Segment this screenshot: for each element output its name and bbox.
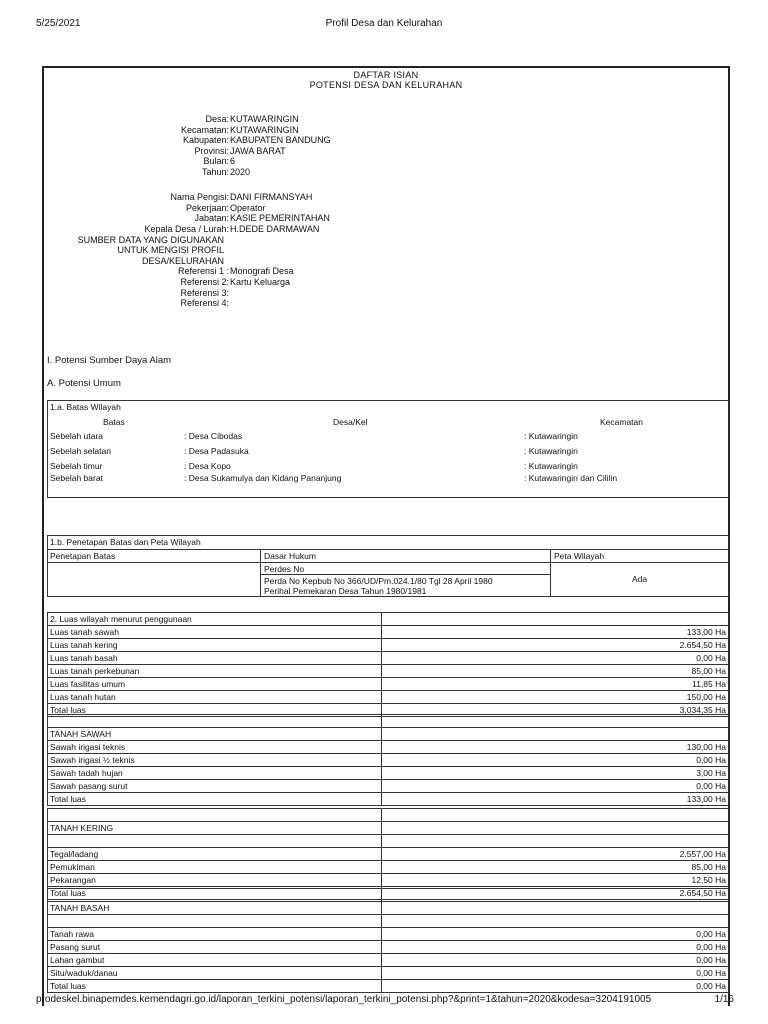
filler-value: Operator: [230, 202, 266, 213]
sumber-line-3: DESA/KELURAHAN: [141, 256, 224, 266]
filler-value: DANI FIRMANSYAH: [230, 192, 313, 202]
penetapan-box: [47, 535, 729, 597]
identity-value: 6: [230, 156, 236, 166]
sawah-value: 0,00 Ha: [381, 780, 728, 793]
luas-value: 11,85 Ha: [381, 678, 728, 691]
table-row: [48, 941, 729, 954]
kering-value: 85,00 Ha: [381, 861, 728, 874]
table-row: [48, 652, 729, 665]
batas-side: Sebelah barat: [50, 473, 103, 483]
batas-title: 1.a. Batas Wilayah: [50, 402, 121, 412]
sawah-table: [47, 714, 729, 806]
luas-label: Luas fasilitas umum: [48, 678, 382, 691]
table-row: [48, 754, 729, 767]
sawah-label: Sawah tadah hujan: [48, 767, 382, 780]
section-title-a: A. Potensi Umum: [47, 378, 121, 389]
sumber-line-1: SUMBER DATA YANG DIGUNAKAN: [77, 235, 224, 245]
kering-label: Pekarangan: [48, 874, 382, 887]
sawah-value: 0,00 Ha: [381, 754, 728, 767]
table-row: [48, 741, 729, 754]
luas-label: Luas tanah kering: [48, 639, 382, 652]
page-number: 1/16: [714, 994, 734, 1005]
batas-desa: : Desa Cibodas: [184, 431, 243, 441]
refs-value: Kartu Keluarga: [230, 276, 291, 287]
dasar-hukum-header: Dasar Hukum: [264, 551, 316, 561]
kering-value: 2.654,50 Ha: [381, 887, 728, 900]
table-row: [48, 793, 729, 806]
table-row: [48, 954, 729, 967]
table-row: [48, 874, 729, 887]
doc-title: DAFTAR ISIAN: [353, 70, 419, 80]
refs-value: Monografi Desa: [230, 266, 294, 276]
basah-label: Situ/waduk/danau: [48, 967, 382, 980]
sawah-title: TANAH SAWAH: [48, 728, 382, 741]
penetapan-col-header: Penetapan Batas: [50, 551, 116, 561]
table-row: [48, 626, 729, 639]
print-url: prodeskel.binapemdes.kemendagri.go.id/laporan_terkini_potensi/laporan_terkini_potensi.php?&print=1&tahun=2020&kodesa=3204191005: [36, 994, 652, 1005]
print-title: Profil Desa dan Kelurahan: [325, 18, 443, 29]
identity-value: 2020: [230, 166, 251, 177]
kering-value: 2.557,00 Ha: [381, 848, 728, 861]
sawah-label: Total luas: [48, 793, 382, 806]
section-title-1: I. Potensi Sumber Daya Alam: [47, 355, 172, 366]
batas-desa: : Desa Sukamulya dan Kidang Pananjung: [184, 473, 342, 483]
doc-subtitle: POTENSI DESA DAN KELURAHAN: [309, 80, 463, 90]
sumber-line-2: UNTUK MENGISI PROFIL: [117, 245, 224, 255]
luas-value: 3.034,35 Ha: [381, 704, 728, 717]
refs-label: Referensi 1 :: [177, 266, 229, 276]
sawah-label: Sawah irigasi teknis: [48, 741, 382, 754]
basah-label: Total luas: [48, 980, 382, 993]
peta-value: Ada: [632, 574, 648, 584]
perdes-text: Perdes No: [264, 564, 305, 574]
basah-value: 0,00 Ha: [381, 941, 728, 954]
filler-label: Kepala Desa / Lurah:: [144, 223, 229, 234]
identity-label: Provinsi:: [194, 145, 229, 156]
table-row: [48, 665, 729, 678]
batas-kecamatan: : Kutawaringin: [524, 461, 578, 471]
batas-desa: : Desa Padasuka: [184, 446, 249, 456]
kering-label: Pemukiman: [48, 861, 382, 874]
identity-label: Bulan:: [203, 156, 229, 166]
print-date: 5/25/2021: [36, 18, 81, 29]
luas-label: Luas tanah perkebunan: [48, 665, 382, 678]
identity-value: KUTAWARINGIN: [230, 124, 299, 135]
batas-side: Sebelah selatan: [50, 446, 111, 456]
luas-label: Total luas: [48, 704, 382, 717]
kecamatan-col-header: Kecamatan: [600, 417, 643, 427]
luas-value: 133,00 Ha: [381, 626, 728, 639]
luas-value: 2.654,50 Ha: [381, 639, 728, 652]
desa-col-header: Desa/Kel: [333, 417, 368, 427]
batas-col-header: Batas: [103, 417, 125, 427]
identity-label: Kabupaten:: [182, 135, 229, 145]
perda-line-1: Perda No Kepbub No 366/UD/Pm.024.1/80 Tgl 28 April 1980: [264, 576, 493, 586]
basah-label: Tanah rawa: [48, 928, 382, 941]
identity-label: Kecamatan:: [180, 124, 229, 135]
table-row: [48, 691, 729, 704]
filler-label: Jabatan:: [194, 213, 229, 223]
batas-wilayah-box: [47, 400, 729, 498]
basah-table: [47, 888, 729, 993]
table-row: [48, 767, 729, 780]
luas-value: 150,00 Ha: [381, 691, 728, 704]
refs-label: Referensi 3:: [180, 287, 229, 298]
table-row: [48, 848, 729, 861]
peta-wilayah-header: Peta Wilayah: [554, 551, 605, 561]
kering-label: Tegal/ladang: [48, 848, 382, 861]
basah-value: 0,00 Ha: [381, 954, 728, 967]
sawah-label: Sawah pasang surut: [48, 780, 382, 793]
form-frame: [42, 66, 730, 1006]
basah-label: Lahan gambut: [48, 954, 382, 967]
batas-side: Sebelah timur: [50, 461, 103, 471]
filler-label: Nama Pengisi:: [170, 192, 229, 202]
table-row: [48, 678, 729, 691]
luas-label: Luas tanah basah: [48, 652, 382, 665]
filler-value: KASIE PEMERINTAHAN: [230, 213, 330, 223]
batas-side: Sebelah utara: [50, 431, 103, 441]
sawah-value: 130,00 Ha: [381, 741, 728, 754]
refs-label: Referensi 2:: [180, 276, 229, 287]
table-row: [48, 639, 729, 652]
luas-value: 0,00 Ha: [381, 652, 728, 665]
basah-title: TANAH BASAH: [48, 902, 382, 915]
kering-label: Total luas: [48, 887, 382, 900]
identity-value: JAWA BARAT: [230, 145, 286, 156]
identity-label: Desa:: [205, 114, 229, 124]
batas-desa: : Desa Kopo: [184, 461, 231, 471]
kering-title: TANAH KERING: [48, 822, 382, 835]
filler-value: H.DEDE DARMAWAN: [230, 223, 320, 234]
kering-value: 12,50 Ha: [381, 874, 728, 887]
luas-table: [47, 612, 729, 717]
batas-kecamatan: : Kutawaringin: [524, 431, 578, 441]
batas-kecamatan: : Kutawaringin: [524, 446, 578, 456]
penetapan-title: 1.b. Penetapan Batas dan Peta Wilayah: [50, 537, 201, 547]
basah-value: 0,00 Ha: [381, 967, 728, 980]
batas-kecamatan: : Kutawaringin dan Cililin: [524, 473, 618, 483]
perda-line-2: Perihal Pemekaran Desa Tahun 1980/1981: [264, 586, 427, 596]
table-row: [48, 967, 729, 980]
filler-label: Pekerjaan:: [185, 202, 229, 213]
basah-value: 0,00 Ha: [381, 928, 728, 941]
sawah-value: 3,00 Ha: [381, 767, 728, 780]
identity-value: KABUPATEN BANDUNG: [230, 135, 331, 145]
table-row: [48, 980, 729, 993]
table-row: [48, 861, 729, 874]
identity-label: Tahun:: [201, 166, 229, 177]
sawah-value: 133,00 Ha: [381, 793, 728, 806]
kering-table: [47, 808, 729, 900]
luas-label: Luas tanah sawah: [48, 626, 382, 639]
table-row: [48, 928, 729, 941]
sawah-label: Sawah irigasi ½ teknis: [48, 754, 382, 767]
basah-label: Pasang surut: [48, 941, 382, 954]
luas-title: 2. Luas wilayah menurut penggunaan: [48, 613, 382, 626]
table-row: [48, 780, 729, 793]
luas-value: 85,00 Ha: [381, 665, 728, 678]
identity-value: KUTAWARINGIN: [230, 114, 299, 124]
luas-label: Luas tanah hutan: [48, 691, 382, 704]
basah-value: 0,00 Ha: [381, 980, 728, 993]
refs-label: Referensi 4:: [180, 298, 229, 309]
